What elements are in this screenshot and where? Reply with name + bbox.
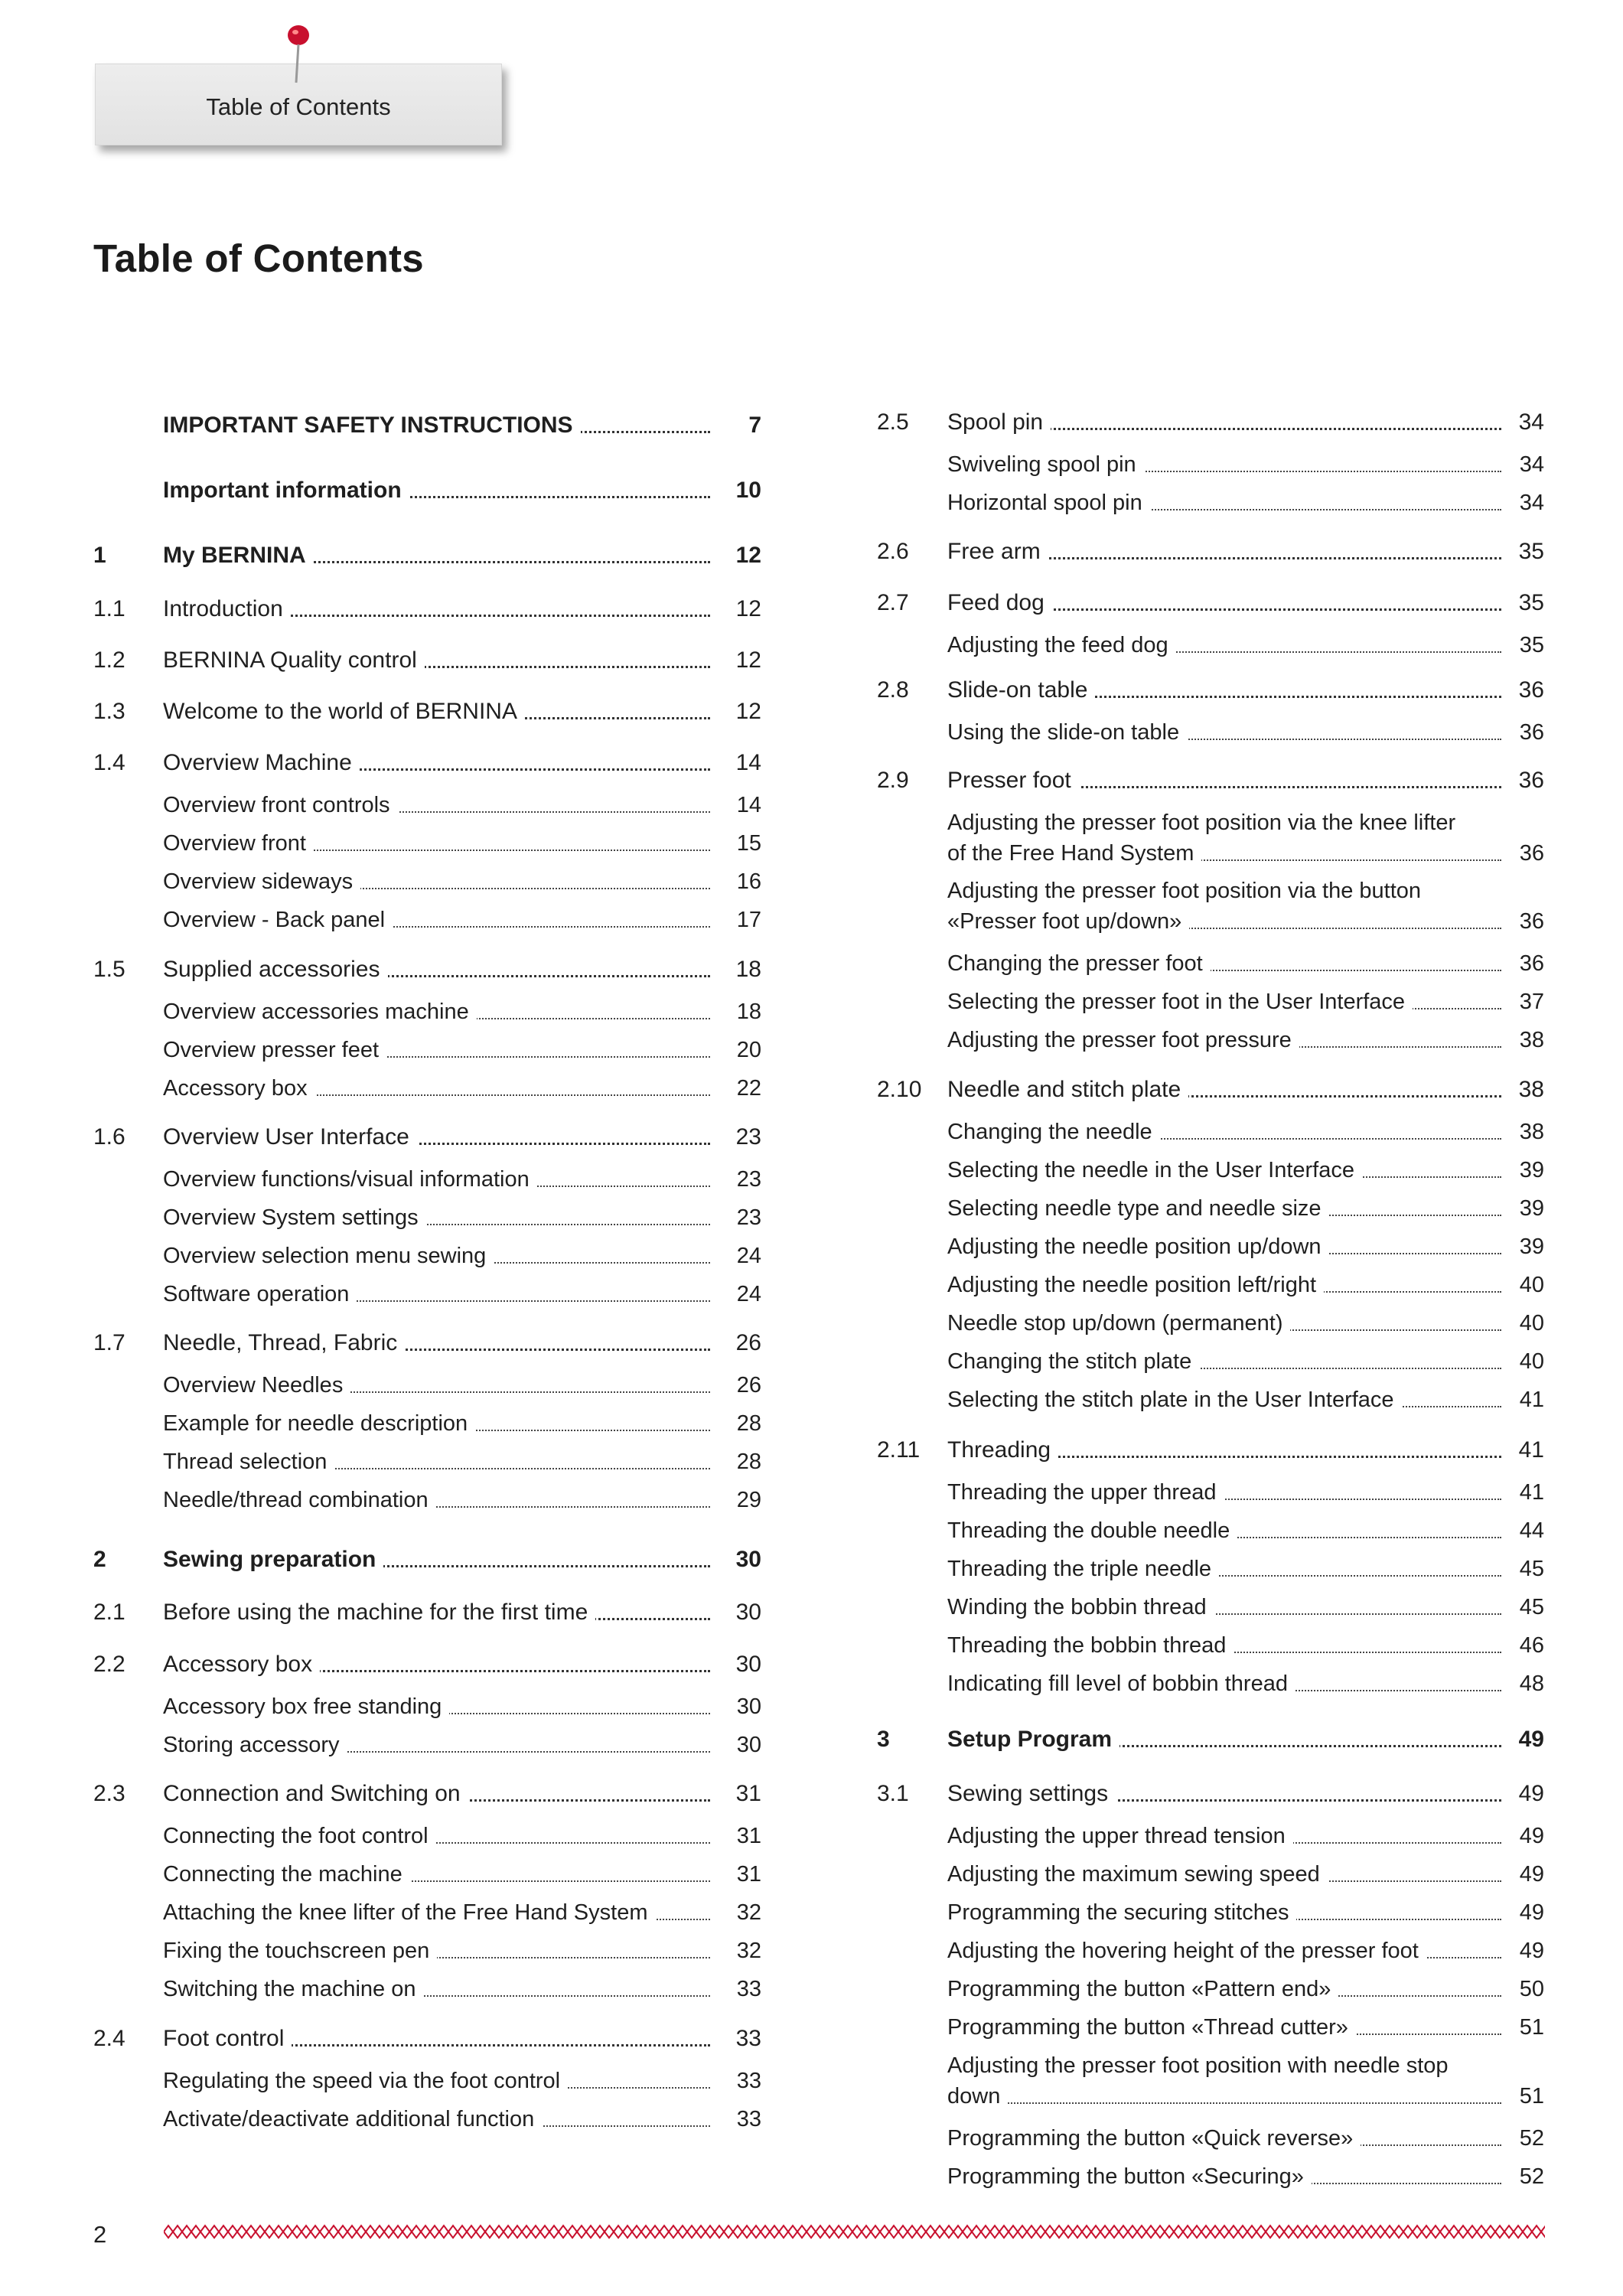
toc-page-number: 23 — [736, 1167, 761, 1192]
toc-page-number: 26 — [735, 1330, 761, 1355]
toc-section-number: 3.1 — [877, 1781, 909, 1806]
toc-entry-title: Overview functions/visual information — [163, 1167, 537, 1192]
toc-entry-title: Connecting the machine — [163, 1862, 410, 1887]
toc-entry-title: Accessory box free standing — [163, 1694, 449, 1719]
toc-page-number: 49 — [1519, 1824, 1544, 1848]
toc-page-number: 31 — [736, 1824, 761, 1848]
toc-page-number: 34 — [1519, 491, 1544, 515]
toc-entry-title: Slide-on table — [947, 677, 1095, 703]
toc-page-number: 31 — [735, 1781, 761, 1806]
toc-page-number: 35 — [1518, 590, 1544, 615]
toc-entry-title: Important information — [163, 478, 409, 503]
toc-entry-title: Threading — [947, 1437, 1058, 1463]
toc-entry-title: Sewing preparation — [163, 1547, 383, 1572]
toc-page-number: 35 — [1519, 633, 1544, 657]
toc-page-number: 7 — [748, 413, 761, 438]
toc-section-number: 1.1 — [93, 596, 125, 621]
toc-page-number: 44 — [1519, 1518, 1544, 1543]
toc-entry-title: Changing the stitch plate — [947, 1349, 1199, 1374]
toc-page-number: 36 — [1519, 841, 1544, 866]
toc-section-number: 2 — [93, 1547, 106, 1572]
toc-page-number: 45 — [1519, 1595, 1544, 1619]
toc-page-number: 49 — [1518, 1727, 1544, 1752]
toc-entry-title: IMPORTANT SAFETY INSTRUCTIONS — [163, 413, 581, 438]
toc-page-number: 49 — [1519, 1939, 1544, 1963]
toc-entry-title: Fixing the touchscreen pen — [163, 1939, 437, 1963]
toc-section-number: 2.3 — [93, 1781, 125, 1806]
toc-section-number: 2.10 — [877, 1077, 922, 1102]
toc-page-number: 49 — [1518, 1781, 1544, 1806]
toc-page-number: 41 — [1519, 1480, 1544, 1505]
toc-page-number: 20 — [736, 1038, 761, 1062]
right-toc-entry[interactable] — [0, 451, 1623, 478]
toc-page-number: 23 — [736, 1205, 761, 1230]
toc-entry-title: Thread selection — [163, 1450, 334, 1474]
toc-entry-title-line1: Adjusting the presser foot position via the knee lifter — [947, 810, 1456, 835]
right-toc-entry[interactable] — [0, 2163, 1623, 2190]
toc-entry-title: Changing the needle — [947, 1120, 1160, 1144]
toc-entry-title: Feed dog — [947, 590, 1052, 615]
toc-section-number: 2.9 — [877, 768, 909, 793]
toc-entry-title: Needle and stitch plate — [947, 1077, 1188, 1102]
toc-page-number: 12 — [735, 647, 761, 673]
toc-entry-title: Adjusting the upper thread tension — [947, 1824, 1293, 1848]
toc-section-number: 1.5 — [93, 957, 125, 982]
toc-entry-title: Adjusting the presser foot pressure — [947, 1028, 1299, 1052]
toc-entry-title: Spool pin — [947, 409, 1051, 435]
toc-page-number: 46 — [1519, 1633, 1544, 1658]
toc-page-number: 52 — [1519, 2164, 1544, 2189]
toc-section-number: 1.6 — [93, 1124, 125, 1150]
toc-page-number: 48 — [1519, 1671, 1544, 1696]
toc-page-number: 18 — [735, 957, 761, 982]
toc-page-number: 40 — [1519, 1311, 1544, 1336]
toc-page-number: 29 — [736, 1488, 761, 1512]
toc-entry-title: Introduction — [163, 596, 291, 621]
toc-entry-title: Horizontal spool pin — [947, 491, 1150, 515]
toc-page-number: 36 — [1518, 677, 1544, 703]
toc-page-number: 23 — [735, 1124, 761, 1150]
toc-page-number: 33 — [735, 2026, 761, 2051]
toc-page-number: 33 — [736, 1977, 761, 2001]
toc-entry-title: Adjusting the needle position up/down — [947, 1234, 1329, 1259]
toc-entry-title: Storing accessory — [163, 1733, 347, 1757]
toc-entry-title: Adjusting the maximum sewing speed — [947, 1862, 1328, 1887]
toc-page-number: 33 — [736, 2069, 761, 2093]
toc-entry-title: Example for needle description — [163, 1411, 475, 1436]
toc-section-number: 2.1 — [93, 1600, 125, 1625]
toc-entry-title: My BERNINA — [163, 543, 314, 568]
toc-entry-title: Software operation — [163, 1282, 357, 1306]
toc-entry-title: Selecting needle type and needle size — [947, 1196, 1329, 1221]
toc-entry-title: Changing the presser foot — [947, 951, 1211, 976]
toc-section-number: 2.7 — [877, 590, 909, 615]
toc-entry-title: Activate/deactivate additional function — [163, 2107, 542, 2131]
toc-entry-title: Selecting the needle in the User Interface — [947, 1158, 1362, 1182]
toc-page-number: 32 — [736, 1939, 761, 1963]
toc-entry-title: Threading the triple needle — [947, 1557, 1219, 1581]
toc-entry-title: Sewing settings — [947, 1781, 1116, 1806]
toc-entry-title: Needle stop up/down (permanent) — [947, 1311, 1290, 1336]
toc-entry-title: Programming the button «Quick reverse» — [947, 2126, 1361, 2151]
toc-page-number: 50 — [1519, 1977, 1544, 2001]
toc-entry-title: Indicating fill level of bobbin thread — [947, 1671, 1295, 1696]
toc-entry-title: Accessory box — [163, 1652, 320, 1677]
toc-page-number: 16 — [736, 869, 761, 894]
toc-page-number: 14 — [735, 750, 761, 775]
toc-entry-title: Needle, Thread, Fabric — [163, 1330, 405, 1355]
toc-page-number: 39 — [1519, 1158, 1544, 1182]
toc-page-number: 12 — [735, 543, 761, 568]
toc-entry-title: Overview System settings — [163, 1205, 426, 1230]
toc-section-number: 2.5 — [877, 409, 909, 435]
toc-entry-title: Overview front controls — [163, 793, 398, 817]
toc-entry-title: Foot control — [163, 2026, 292, 2051]
toc-entry-title: Overview Needles — [163, 1373, 350, 1397]
toc-page-number: 36 — [1519, 720, 1544, 745]
toc-entry-title-line1: Adjusting the presser foot position via the button — [947, 879, 1422, 903]
toc-entry-title: Overview sideways — [163, 869, 360, 894]
dot-leader — [947, 2102, 1501, 2104]
toc-page-number: 15 — [736, 831, 761, 856]
toc-entry-title: BERNINA Quality control — [163, 647, 425, 673]
toc-page-number: 34 — [1518, 409, 1544, 435]
toc-entry-title: Winding the bobbin thread — [947, 1595, 1214, 1619]
left-toc-entry[interactable] — [0, 1410, 1623, 1437]
toc-entry-title: Adjusting the feed dog — [947, 633, 1176, 657]
toc-page-number: 35 — [1518, 539, 1544, 564]
pushpin-icon — [275, 23, 321, 84]
toc-entry-title: down — [947, 2084, 1008, 2108]
header-tab-label: Table of Contents — [206, 93, 391, 120]
toc-page-number: 37 — [1519, 990, 1544, 1014]
toc-entry-title: Using the slide-on table — [947, 720, 1187, 745]
toc-entry-title: Overview User Interface — [163, 1124, 417, 1150]
toc-section-number: 1.3 — [93, 699, 125, 724]
toc-entry-title: Overview Machine — [163, 750, 360, 775]
toc-page-number: 36 — [1518, 768, 1544, 793]
toc-page-number: 10 — [735, 478, 761, 503]
toc-entry-title: Overview front — [163, 831, 314, 856]
toc-section-number: 2.6 — [877, 539, 909, 564]
toc-page-number: 12 — [735, 596, 761, 621]
toc-entry-title: Selecting the presser foot in the User Interface — [947, 990, 1413, 1014]
toc-page-number: 51 — [1519, 2015, 1544, 2040]
page-title: Table of Contents — [93, 236, 424, 280]
toc-entry-title: Threading the bobbin thread — [947, 1633, 1234, 1658]
toc-section-number: 1.7 — [93, 1330, 125, 1355]
toc-page-number: 49 — [1519, 1900, 1544, 1925]
toc-entry-title: Setup Program — [947, 1727, 1119, 1752]
toc-page-number: 22 — [736, 1076, 761, 1101]
toc-page-number: 30 — [735, 1547, 761, 1572]
toc-section-number: 2.4 — [93, 2026, 125, 2051]
toc-entry-title: Adjusting the needle position left/right — [947, 1273, 1324, 1297]
decorative-stitch-border — [164, 2223, 1545, 2241]
toc-entry-title-line1: Adjusting the presser foot position with needle stop — [947, 2053, 1449, 2078]
toc-page-number: 51 — [1519, 2084, 1544, 2108]
toc-entry-title: Switching the machine on — [163, 1977, 423, 2001]
toc-page-number: 28 — [736, 1411, 761, 1436]
toc-page-number: 41 — [1519, 1388, 1544, 1412]
toc-page-number: 26 — [736, 1373, 761, 1397]
toc-page-number: 12 — [735, 699, 761, 724]
toc-page-number: 39 — [1519, 1196, 1544, 1221]
toc-page-number: 28 — [736, 1450, 761, 1474]
toc-page-number: 30 — [735, 1652, 761, 1677]
toc-entry-title: Programming the button «Pattern end» — [947, 1977, 1338, 2001]
toc-page-number: 31 — [736, 1862, 761, 1887]
toc-entry-title: Free arm — [947, 539, 1048, 564]
toc-page-number: 41 — [1518, 1437, 1544, 1463]
toc-entry-title: Supplied accessories — [163, 957, 388, 982]
toc-section-number: 2.11 — [877, 1437, 921, 1463]
toc-section-number: 1.2 — [93, 647, 125, 673]
toc-page-number: 24 — [736, 1282, 761, 1306]
toc-page-number: 30 — [736, 1694, 761, 1719]
toc-page-number: 38 — [1519, 1028, 1544, 1052]
toc-entry-title: Before using the machine for the first time — [163, 1600, 595, 1625]
toc-entry-title: Regulating the speed via the foot control — [163, 2069, 568, 2093]
toc-entry-title: Programming the securing stitches — [947, 1900, 1296, 1925]
toc-entry-title: Swiveling spool pin — [947, 452, 1144, 477]
toc-entry-title: Adjusting the hovering height of the presser foot — [947, 1939, 1426, 1963]
toc-section-number: 2.2 — [93, 1652, 125, 1677]
toc-entry-title: Overview selection menu sewing — [163, 1244, 494, 1268]
toc-page-number: 45 — [1519, 1557, 1544, 1581]
toc-entry-title: Accessory box — [163, 1076, 315, 1101]
page-number: 2 — [93, 2221, 107, 2248]
toc-page-number: 30 — [735, 1600, 761, 1625]
toc-entry-title: «Presser foot up/down» — [947, 909, 1189, 934]
toc-entry-title: Overview accessories machine — [163, 1000, 477, 1024]
toc-entry-title: Threading the double needle — [947, 1518, 1237, 1543]
toc-page-number: 39 — [1519, 1234, 1544, 1259]
toc-entry-title: Programming the button «Thread cutter» — [947, 2015, 1356, 2040]
toc-entry-title: Overview presser feet — [163, 1038, 386, 1062]
toc-entry-title: Programming the button «Securing» — [947, 2164, 1312, 2189]
toc-page-number: 17 — [736, 908, 761, 932]
toc-entry-title: Welcome to the world of BERNINA — [163, 699, 525, 724]
toc-page-number: 38 — [1519, 1120, 1544, 1144]
toc-page-number: 49 — [1519, 1862, 1544, 1887]
toc-page-number: 33 — [736, 2107, 761, 2131]
toc-entry-title: Overview - Back panel — [163, 908, 393, 932]
toc-page-number: 24 — [736, 1244, 761, 1268]
toc-page-number: 30 — [736, 1733, 761, 1757]
toc-page-number: 32 — [736, 1900, 761, 1925]
toc-page-number: 14 — [736, 793, 761, 817]
toc-page-number: 38 — [1518, 1077, 1544, 1102]
toc-page-number: 40 — [1519, 1273, 1544, 1297]
toc-entry-title: Threading the upper thread — [947, 1480, 1224, 1505]
toc-section-number: 2.8 — [877, 677, 909, 703]
toc-entry-title: Selecting the stitch plate in the User Interface — [947, 1388, 1402, 1412]
right-toc-entry[interactable] — [0, 1517, 1623, 1544]
toc-section-number: 3 — [877, 1727, 890, 1752]
toc-page-number: 34 — [1519, 452, 1544, 477]
toc-page-number: 40 — [1519, 1349, 1544, 1374]
toc-page-number: 52 — [1519, 2126, 1544, 2151]
toc-entry-title: Connection and Switching on — [163, 1781, 468, 1806]
toc-entry-title: Needle/thread combination — [163, 1488, 436, 1512]
toc-page-number: 18 — [736, 1000, 761, 1024]
toc-entry-title: Attaching the knee lifter of the Free Hand System — [163, 1900, 656, 1925]
toc-section-number: 1.4 — [93, 750, 125, 775]
toc-section-number: 1 — [93, 543, 106, 568]
toc-page-number: 36 — [1519, 951, 1544, 976]
toc-page-number: 36 — [1519, 909, 1544, 934]
toc-entry-title: Presser foot — [947, 768, 1079, 793]
toc-entry-title: Connecting the foot control — [163, 1824, 436, 1848]
toc-entry-title: of the Free Hand System — [947, 841, 1201, 866]
